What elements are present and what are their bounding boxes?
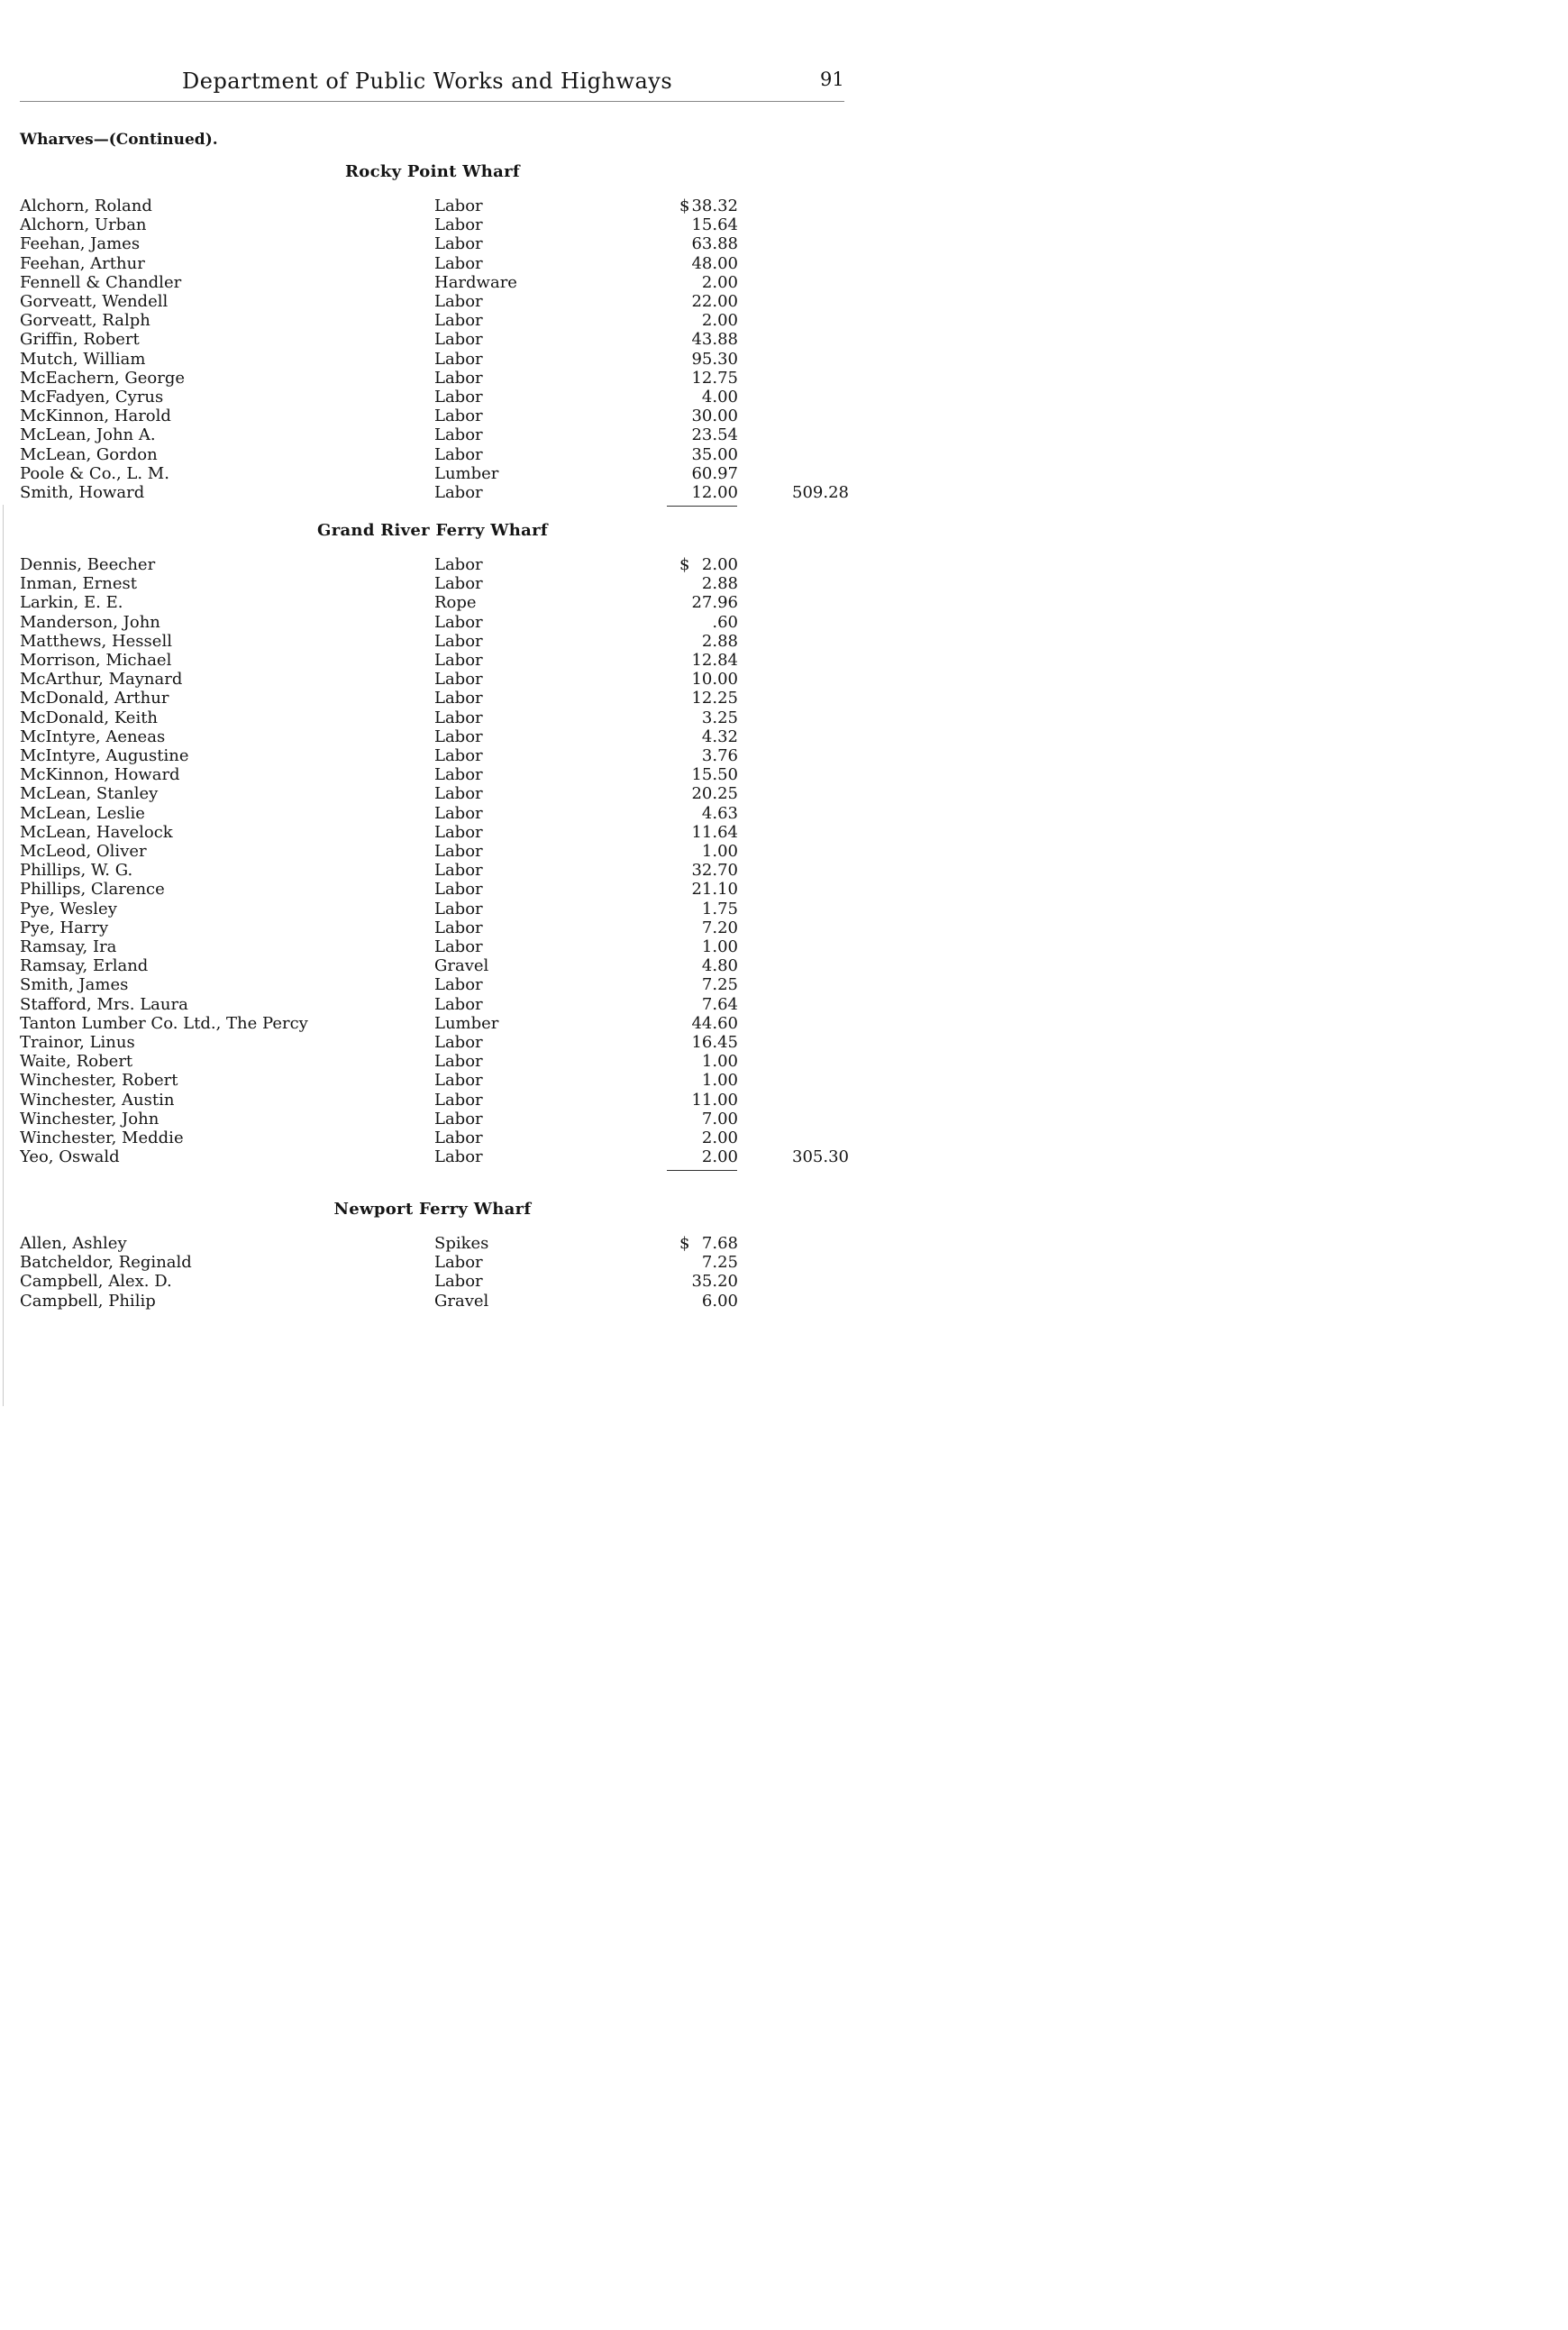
page-title: Department of Public Works and Highways xyxy=(182,69,673,94)
amount: 1.00 xyxy=(701,842,738,861)
amount: 1.00 xyxy=(701,937,738,956)
payee-name: Ramsay, Erland xyxy=(20,956,430,975)
ledger-row xyxy=(20,1272,921,1291)
ledger-row xyxy=(20,311,921,330)
expense-type: Lumber xyxy=(434,1014,660,1033)
ledger-row xyxy=(20,407,921,425)
ledger-row xyxy=(20,1052,921,1071)
amount: 27.96 xyxy=(691,593,738,613)
expense-type: Labor xyxy=(434,900,660,918)
ledger-row xyxy=(20,670,921,689)
expense-type: Labor xyxy=(434,670,660,689)
payee-name: Smith, James xyxy=(20,975,430,994)
ledger-row xyxy=(20,369,921,388)
amount: 95.30 xyxy=(691,349,738,369)
payee-name: Campbell, Philip xyxy=(20,1292,430,1311)
amount: 1.00 xyxy=(701,1052,738,1072)
expense-type: Gravel xyxy=(434,1292,660,1311)
page-number: 91 xyxy=(820,69,844,90)
amount: 2.00 xyxy=(701,555,738,574)
expense-type: Labor xyxy=(434,311,660,330)
payee-name: McIntyre, Aeneas xyxy=(20,727,430,746)
payee-name: Poole & Co., L. M. xyxy=(20,464,430,483)
amount: 3.76 xyxy=(701,746,738,765)
payee-name: Trainor, Linus xyxy=(20,1033,430,1052)
expense-type: Labor xyxy=(434,1052,660,1071)
document-page xyxy=(0,0,952,1413)
expense-type: Labor xyxy=(434,1071,660,1090)
amount: 11.64 xyxy=(691,822,738,842)
expense-type: Labor xyxy=(434,689,660,708)
section-title: Grand River Ferry Wharf xyxy=(317,521,548,540)
payee-name: Phillips, W. G. xyxy=(20,861,430,880)
amount: 35.00 xyxy=(691,444,738,464)
amount: 2.88 xyxy=(701,574,738,594)
ledger-row xyxy=(20,215,921,234)
section-title: Rocky Point Wharf xyxy=(345,162,520,181)
expense-type: Labor xyxy=(434,842,660,861)
expense-type: Gravel xyxy=(434,956,660,975)
expense-type: Spikes xyxy=(434,1234,660,1253)
payee-name: McLean, Stanley xyxy=(20,784,430,803)
ledger-row xyxy=(20,861,921,880)
expense-type: Labor xyxy=(434,1110,660,1128)
expense-type: Labor xyxy=(434,995,660,1014)
dollar-sign: $ xyxy=(679,1234,690,1253)
amount: .60 xyxy=(712,612,738,632)
amount: 1.00 xyxy=(701,1071,738,1091)
payee-name: McKinnon, Howard xyxy=(20,765,430,784)
amount: 7.64 xyxy=(701,994,738,1014)
amount: 32.70 xyxy=(691,861,738,881)
expense-type: Labor xyxy=(434,1147,660,1166)
ledger-row xyxy=(20,613,921,632)
expense-type: Labor xyxy=(434,369,660,388)
payee-name: McLeod, Oliver xyxy=(20,842,430,861)
expense-type: Labor xyxy=(434,708,660,727)
ledger-row xyxy=(20,1147,921,1166)
amount: 44.60 xyxy=(691,1013,738,1033)
amount: 7.25 xyxy=(701,1253,738,1273)
dollar-sign: $ xyxy=(679,196,690,215)
amount: 43.88 xyxy=(691,330,738,350)
ledger-row xyxy=(20,1110,921,1128)
payee-name: McLean, Gordon xyxy=(20,445,430,464)
payee-name: Pye, Harry xyxy=(20,918,430,937)
amount: 3.25 xyxy=(701,708,738,727)
page-edge-line xyxy=(3,505,4,1406)
header-rule xyxy=(20,101,844,102)
page-header xyxy=(0,69,952,96)
amount: 60.97 xyxy=(691,463,738,483)
ledger-row xyxy=(20,900,921,918)
amount: 6.00 xyxy=(701,1291,738,1311)
payee-name: Winchester, Austin xyxy=(20,1091,430,1110)
payee-name: Inman, Ernest xyxy=(20,574,430,593)
expense-type: Labor xyxy=(434,975,660,994)
payee-name: Dennis, Beecher xyxy=(20,555,430,574)
expense-type: Labor xyxy=(434,350,660,369)
payee-name: Winchester, John xyxy=(20,1110,430,1128)
payee-name: Alchorn, Urban xyxy=(20,215,430,234)
payee-name: Allen, Ashley xyxy=(20,1234,430,1253)
amount: 2.88 xyxy=(701,631,738,651)
amount: 12.75 xyxy=(691,368,738,388)
expense-type: Labor xyxy=(434,330,660,349)
payee-name: McEachern, George xyxy=(20,369,430,388)
payee-name: Matthews, Hessell xyxy=(20,632,430,651)
ledger-row xyxy=(20,445,921,464)
amount: 10.00 xyxy=(691,670,738,690)
expense-type: Labor xyxy=(434,1272,660,1291)
ledger-row xyxy=(20,234,921,253)
payee-name: Campbell, Alex. D. xyxy=(20,1272,430,1291)
ledger-row xyxy=(20,975,921,994)
payee-name: McIntyre, Augustine xyxy=(20,746,430,765)
payee-name: Batcheldor, Reginald xyxy=(20,1253,430,1272)
payee-name: Waite, Robert xyxy=(20,1052,430,1071)
expense-type: Labor xyxy=(434,254,660,273)
payee-name: Feehan, James xyxy=(20,234,430,253)
expense-type: Labor xyxy=(434,445,660,464)
payee-name: Fennell & Chandler xyxy=(20,273,430,292)
payee-name: Winchester, Meddie xyxy=(20,1128,430,1147)
expense-type: Labor xyxy=(434,765,660,784)
amount: 7.00 xyxy=(701,1109,738,1128)
payee-name: Smith, Howard xyxy=(20,483,430,502)
payee-name: McLean, John A. xyxy=(20,425,430,444)
ledger-row xyxy=(20,804,921,823)
ledger-row xyxy=(20,464,921,483)
ledger-row xyxy=(20,254,921,273)
payee-name: McLean, Leslie xyxy=(20,804,430,823)
ledger-row xyxy=(20,651,921,670)
payee-name: Gorveatt, Ralph xyxy=(20,311,430,330)
payee-name: Larkin, E. E. xyxy=(20,593,430,612)
expense-type: Labor xyxy=(434,784,660,803)
amount: 48.00 xyxy=(691,253,738,273)
payee-name: Ramsay, Ira xyxy=(20,937,430,956)
expense-type: Labor xyxy=(434,861,660,880)
ledger-row xyxy=(20,842,921,861)
expense-type: Labor xyxy=(434,215,660,234)
amount: 21.10 xyxy=(691,880,738,900)
ledger-row xyxy=(20,273,921,292)
expense-type: Labor xyxy=(434,574,660,593)
expense-type: Labor xyxy=(434,1128,660,1147)
amount: 4.32 xyxy=(701,726,738,746)
expense-type: Labor xyxy=(434,746,660,765)
payee-name: Stafford, Mrs. Laura xyxy=(20,995,430,1014)
amount: 2.00 xyxy=(701,1128,738,1147)
payee-name: McDonald, Arthur xyxy=(20,689,430,708)
ledger-row xyxy=(20,574,921,593)
payee-name: McDonald, Keith xyxy=(20,708,430,727)
expense-type: Labor xyxy=(434,880,660,899)
amount: 7.20 xyxy=(701,918,738,937)
ledger-row xyxy=(20,555,921,574)
amount: 35.20 xyxy=(691,1272,738,1292)
subheading: Wharves—(Continued). xyxy=(20,131,218,149)
payee-name: McLean, Havelock xyxy=(20,823,430,842)
expense-type: Labor xyxy=(434,483,660,502)
payee-name: Manderson, John xyxy=(20,613,430,632)
amount: 4.00 xyxy=(701,388,738,407)
expense-type: Labor xyxy=(434,196,660,215)
ledger-row xyxy=(20,1091,921,1110)
ledger-row xyxy=(20,1253,921,1272)
ledger-row xyxy=(20,765,921,784)
expense-type: Labor xyxy=(434,727,660,746)
expense-type: Labor xyxy=(434,613,660,632)
expense-type: Labor xyxy=(434,234,660,253)
ledger-row xyxy=(20,880,921,899)
expense-type: Labor xyxy=(434,1253,660,1272)
amount: 7.68 xyxy=(701,1234,738,1253)
payee-name: Pye, Wesley xyxy=(20,900,430,918)
amount: 63.88 xyxy=(691,234,738,254)
section-total: 509.28 xyxy=(792,483,849,502)
ledger-row xyxy=(20,956,921,975)
ledger-row xyxy=(20,689,921,708)
amount: 12.00 xyxy=(691,483,738,502)
payee-name: Griffin, Robert xyxy=(20,330,430,349)
expense-type: Labor xyxy=(434,1033,660,1052)
expense-type: Labor xyxy=(434,651,660,670)
ledger-row xyxy=(20,1128,921,1147)
ledger-row xyxy=(20,1292,921,1311)
expense-type: Labor xyxy=(434,555,660,574)
amount: 4.80 xyxy=(701,956,738,976)
amount: 7.25 xyxy=(701,975,738,995)
ledger-row xyxy=(20,708,921,727)
amount: 20.25 xyxy=(691,784,738,804)
payee-name: Mutch, William xyxy=(20,350,430,369)
amount: 15.64 xyxy=(691,215,738,235)
ledger-row xyxy=(20,937,921,956)
expense-type: Labor xyxy=(434,292,660,311)
ledger-row xyxy=(20,1234,921,1253)
expense-type: Labor xyxy=(434,388,660,407)
ledger-row xyxy=(20,425,921,444)
ledger-row xyxy=(20,1071,921,1090)
amount: 12.25 xyxy=(691,689,738,708)
amount: 30.00 xyxy=(691,407,738,426)
expense-type: Labor xyxy=(434,937,660,956)
ledger-row xyxy=(20,1033,921,1052)
amount: 12.84 xyxy=(691,651,738,670)
expense-type: Labor xyxy=(434,425,660,444)
ledger-row xyxy=(20,632,921,651)
expense-type: Labor xyxy=(434,407,660,425)
payee-name: McFadyen, Cyrus xyxy=(20,388,430,407)
payee-name: McArthur, Maynard xyxy=(20,670,430,689)
payee-name: Tanton Lumber Co. Ltd., The Percy xyxy=(20,1014,430,1033)
payee-name: Winchester, Robert xyxy=(20,1071,430,1090)
ledger-row xyxy=(20,196,921,215)
ledger-row xyxy=(20,388,921,407)
expense-type: Labor xyxy=(434,1091,660,1110)
sum-rule xyxy=(667,1170,737,1171)
ledger-row xyxy=(20,1014,921,1033)
expense-type: Labor xyxy=(434,632,660,651)
ledger-row xyxy=(20,784,921,803)
ledger-row xyxy=(20,330,921,349)
ledger-row xyxy=(20,483,921,502)
payee-name: Phillips, Clarence xyxy=(20,880,430,899)
sum-rule xyxy=(667,506,737,507)
ledger-row xyxy=(20,727,921,746)
payee-name: McKinnon, Harold xyxy=(20,407,430,425)
payee-name: Feehan, Arthur xyxy=(20,254,430,273)
ledger-row xyxy=(20,292,921,311)
ledger-row xyxy=(20,823,921,842)
amount: 38.32 xyxy=(691,196,738,215)
ledger-row xyxy=(20,350,921,369)
amount: 2.00 xyxy=(701,1147,738,1167)
amount: 22.00 xyxy=(691,292,738,311)
amount: 23.54 xyxy=(691,425,738,445)
payee-name: Gorveatt, Wendell xyxy=(20,292,430,311)
expense-type: Labor xyxy=(434,823,660,842)
section-title: Newport Ferry Wharf xyxy=(333,1200,532,1219)
ledger-row xyxy=(20,746,921,765)
section-total: 305.30 xyxy=(792,1147,849,1167)
ledger-row xyxy=(20,918,921,937)
amount: 4.63 xyxy=(701,803,738,823)
expense-type: Labor xyxy=(434,804,660,823)
expense-type: Rope xyxy=(434,593,660,612)
ledger-row xyxy=(20,593,921,612)
expense-type: Hardware xyxy=(434,273,660,292)
expense-type: Labor xyxy=(434,918,660,937)
amount: 16.45 xyxy=(691,1033,738,1052)
expense-type: Lumber xyxy=(434,464,660,483)
payee-name: Morrison, Michael xyxy=(20,651,430,670)
amount: 2.00 xyxy=(701,272,738,292)
payee-name: Alchorn, Roland xyxy=(20,196,430,215)
amount: 11.00 xyxy=(691,1090,738,1110)
dollar-sign: $ xyxy=(679,555,690,574)
amount: 2.00 xyxy=(701,311,738,331)
payee-name: Yeo, Oswald xyxy=(20,1147,430,1166)
amount: 1.75 xyxy=(701,899,738,918)
ledger-row xyxy=(20,995,921,1014)
amount: 15.50 xyxy=(691,765,738,785)
